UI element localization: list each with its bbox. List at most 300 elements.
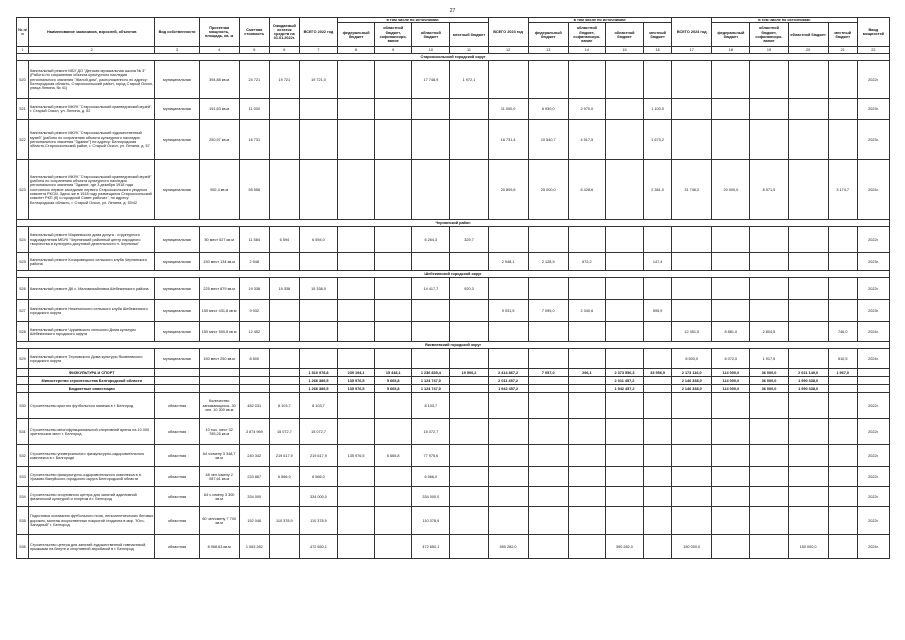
table-cell: 8 881,0: [712, 322, 750, 342]
object-name: Строительство крытого футбольного манежа в г. Белгород: [29, 393, 155, 419]
summary-row: [17, 377, 890, 385]
table-cell: 2022г.: [857, 419, 889, 445]
table-cell: [488, 487, 528, 507]
table-cell: [450, 377, 488, 385]
table-cell: 19 721,0: [299, 61, 337, 99]
table-cell: [450, 487, 488, 507]
object-name: Строительство физкультурно-оздоровительного комплекса в п. Уразово Валуйского городского округа Белгородской области: [29, 467, 155, 487]
table-cell: [299, 120, 337, 160]
table-cell: [338, 120, 375, 160]
object-name: Бюджетные инвестиции: [29, 385, 155, 393]
table-body: [17, 47, 890, 559]
table-cell: [528, 487, 568, 507]
table-cell: [712, 99, 750, 120]
table-cell: [199, 377, 239, 385]
table-cell: 19 338: [239, 278, 269, 300]
column-number: 9: [375, 47, 412, 54]
summary-row: [17, 385, 890, 393]
object-name: Капитальный ремонт МБУ ДО "Детская музыкальная школа № 3" (Работы по сохранению объекта культурного наследия регионального значения "Жилой дом", расположенного по адресу: Белгородская область, Старооскольский район, город Старый Оскол, улица Ленина, № 41): [29, 61, 155, 99]
table-cell: [750, 445, 788, 467]
table-cell: 135 976,5: [338, 377, 375, 385]
table-cell: [568, 322, 605, 342]
table-cell: [672, 61, 712, 99]
table-cell: [450, 419, 488, 445]
table-cell: [605, 507, 643, 535]
table-cell: 150 мест 250 кв.м: [199, 349, 239, 369]
table-cell: [788, 507, 828, 535]
table-cell: [375, 253, 412, 271]
table-cell: 20 809,6: [488, 160, 528, 220]
table-cell: [450, 322, 488, 342]
table-cell: 64 ч/смену 3 348,7 кв.м: [199, 445, 239, 467]
table-cell: 1 972,1: [450, 61, 488, 99]
table-cell: областная: [155, 487, 199, 507]
table-cell: [750, 227, 788, 253]
table-cell: [605, 419, 643, 445]
table-cell: 64 ч./смену 3 300 кв.м: [199, 487, 239, 507]
table-cell: 2022г.: [857, 61, 889, 99]
table-cell: 147,4: [644, 253, 672, 271]
table-cell: [338, 507, 375, 535]
table-cell: [450, 120, 488, 160]
table-cell: [338, 227, 375, 253]
section-row: [17, 220, 890, 227]
table-cell: [750, 99, 788, 120]
table-cell: 60 чел/смену 7 700 кв.м: [199, 507, 239, 535]
row-number: 528: [17, 322, 29, 342]
section-title: Чернянский район: [17, 220, 890, 227]
table-cell: [375, 120, 412, 160]
table-cell: 239 194,1: [338, 369, 375, 377]
table-cell: 394,88 кв.м: [199, 61, 239, 99]
table-cell: 2023г.: [857, 300, 889, 322]
table-cell: 219 617,9: [269, 445, 299, 467]
table-cell: [269, 535, 299, 559]
table-cell: [338, 99, 375, 120]
table-cell: [828, 507, 857, 535]
table-cell: [155, 369, 199, 377]
table-cell: [644, 393, 672, 419]
table-cell: 110 378,9: [412, 507, 450, 535]
table-cell: [269, 322, 299, 342]
table-cell: 1 063 282: [239, 535, 269, 559]
row-number: [17, 385, 29, 393]
table-cell: 296,1: [568, 369, 605, 377]
table-cell: муниципальная: [155, 253, 199, 271]
table-cell: 7 095,0: [528, 300, 568, 322]
table-row: [17, 445, 890, 467]
table-cell: 2022г.: [857, 467, 889, 487]
table-cell: 16 731: [239, 120, 269, 160]
table-cell: [375, 99, 412, 120]
table-cell: областная: [155, 445, 199, 467]
table-cell: [299, 160, 337, 220]
table-cell: [375, 507, 412, 535]
header-remaining: Ожидаемый остаток средств на 01.01.2022г.: [269, 18, 299, 47]
row-number: 521: [17, 99, 29, 120]
header-obl-co-2024: областной бюджет, софинансиро-вание: [750, 23, 788, 47]
table-cell: 2 173 116,0: [672, 369, 712, 377]
table-cell: [299, 99, 337, 120]
table-cell: [338, 300, 375, 322]
section-row: [17, 54, 890, 61]
column-number: 18: [712, 47, 750, 54]
table-row: [17, 393, 890, 419]
table-cell: 334 000,0: [412, 487, 450, 507]
header-est-cost: Сметная стоимость: [239, 18, 269, 47]
table-cell: [375, 300, 412, 322]
table-cell: 110 378,9: [299, 507, 337, 535]
table-cell: [672, 227, 712, 253]
table-cell: [644, 445, 672, 467]
table-cell: муниципальная: [155, 120, 199, 160]
table-cell: 1 266 389,5: [299, 385, 337, 393]
table-cell: [375, 349, 412, 369]
column-number: 6: [269, 47, 299, 54]
table-cell: [605, 322, 643, 342]
table-cell: [528, 467, 568, 487]
table-cell: [857, 369, 889, 377]
table-cell: [712, 467, 750, 487]
table-cell: 6 566,0: [412, 467, 450, 487]
row-number: 531: [17, 419, 29, 445]
table-cell: [644, 507, 672, 535]
table-cell: [528, 377, 568, 385]
table-cell: [375, 419, 412, 445]
table-cell: 2 340,6: [568, 300, 605, 322]
table-cell: [568, 61, 605, 99]
table-cell: 2 948: [239, 253, 269, 271]
table-cell: [488, 467, 528, 487]
table-cell: [375, 322, 412, 342]
table-cell: 2022г.: [857, 227, 889, 253]
header-fed-2022: федеральный бюджет: [338, 23, 375, 47]
row-number: 529: [17, 349, 29, 369]
table-cell: [269, 369, 299, 377]
table-cell: [644, 349, 672, 369]
table-cell: [299, 322, 337, 342]
table-cell: [644, 535, 672, 559]
table-cell: [299, 349, 337, 369]
table-cell: [450, 535, 488, 559]
table-cell: муниципальная: [155, 322, 199, 342]
header-total-2023: ВСЕГО 2023 год: [488, 18, 528, 47]
table-cell: [528, 385, 568, 393]
table-cell: 15 072,7: [299, 419, 337, 445]
table-cell: 2024г.: [857, 349, 889, 369]
table-cell: 150 мест 590,5 кв.м: [199, 322, 239, 342]
table-row: [17, 467, 890, 487]
table-cell: [568, 385, 605, 393]
table-cell: 17 748,9: [412, 61, 450, 99]
table-cell: 8 571,5: [750, 160, 788, 220]
table-cell: 1 990 338,0: [788, 385, 828, 393]
table-cell: [528, 349, 568, 369]
table-cell: [412, 300, 450, 322]
table-cell: [672, 120, 712, 160]
table-cell: 8 103,7: [299, 393, 337, 419]
table-cell: 2 140 338,0: [672, 377, 712, 385]
table-cell: [672, 467, 712, 487]
table-cell: 240 342: [239, 445, 269, 467]
table-cell: [712, 507, 750, 535]
table-cell: [338, 322, 375, 342]
table-cell: [299, 300, 337, 322]
table-cell: 2023г.: [857, 120, 889, 160]
table-cell: [375, 227, 412, 253]
column-number-row: [17, 47, 890, 54]
table-cell: [375, 535, 412, 559]
table-cell: [450, 300, 488, 322]
table-cell: [528, 507, 568, 535]
table-cell: [375, 467, 412, 487]
object-name: Подготовка основания футбольного поля, легкоатлетических беговых дорожек, монтаж искусственных покрытий стадиона в мкр. "Юго-Западный" г. Белгород: [29, 507, 155, 535]
table-cell: [672, 300, 712, 322]
table-cell: [375, 487, 412, 507]
table-cell: 219 617,9: [299, 445, 337, 467]
object-name: Министерство строительства Белгородской области: [29, 377, 155, 385]
table-cell: 6 072,0: [712, 349, 750, 369]
summary-row: [17, 369, 890, 377]
table-cell: 6 594: [269, 227, 299, 253]
section-row: [17, 342, 890, 349]
table-cell: 150 000,0: [788, 535, 828, 559]
table-row: [17, 61, 890, 99]
object-name: Строительство центра для занятий художественной гимнастикой, прыжками на батуте и спортивной аэробикой в г. Белгород: [29, 535, 155, 559]
table-cell: [828, 535, 857, 559]
table-cell: 1 942 457,2: [605, 385, 643, 393]
table-cell: [450, 393, 488, 419]
table-cell: [450, 385, 488, 393]
object-name: ФИЗКУЛЬТУРА И СПОРТ: [29, 369, 155, 377]
column-number: 14: [568, 47, 605, 54]
table-cell: [605, 445, 643, 467]
table-cell: 472 650,1: [412, 535, 450, 559]
table-cell: [338, 467, 375, 487]
page-number: 27: [449, 8, 456, 14]
table-cell: 6 594,0: [299, 227, 337, 253]
table-cell: [568, 349, 605, 369]
table-cell: [644, 385, 672, 393]
table-cell: [528, 61, 568, 99]
table-row: [17, 535, 890, 559]
table-row: [17, 227, 890, 253]
table-cell: [788, 61, 828, 99]
table-cell: 15 338: [269, 278, 299, 300]
header-fed-2023: федеральный бюджет: [528, 23, 568, 47]
column-number: 11: [450, 47, 488, 54]
table-cell: 12 452: [239, 322, 269, 342]
table-cell: [828, 385, 857, 393]
table-cell: [269, 377, 299, 385]
table-row: [17, 487, 890, 507]
table-cell: [568, 278, 605, 300]
table-cell: [672, 253, 712, 271]
row-number: 530: [17, 393, 29, 419]
table-cell: 6 428,6: [568, 160, 605, 220]
table-cell: 191,63 кв.м: [199, 99, 239, 120]
table-cell: [644, 377, 672, 385]
header-obl-2024: областной бюджет: [788, 23, 828, 47]
table-cell: 50 мест 527 кв.м: [199, 227, 239, 253]
table-cell: областная: [155, 393, 199, 419]
table-cell: [199, 369, 239, 377]
table-cell: 672,2: [568, 253, 605, 271]
table-cell: [712, 253, 750, 271]
table-cell: 31 746,2: [672, 160, 712, 220]
column-number: 2: [29, 47, 155, 54]
table-cell: [412, 349, 450, 369]
header-name: Наименование заказчиков, взрослей, объектов: [29, 18, 155, 47]
table-cell: [605, 467, 643, 487]
table-cell: [338, 487, 375, 507]
table-cell: [488, 507, 528, 535]
table-cell: 114 000,0: [712, 377, 750, 385]
object-name: Капитальный ремонт Нежеголского сельского клуба Шебекинского городского округа: [29, 300, 155, 322]
table-cell: [644, 487, 672, 507]
header-loc-2024: местный бюджет: [828, 23, 857, 47]
table-cell: [605, 278, 643, 300]
table-cell: [828, 300, 857, 322]
table-cell: [269, 300, 299, 322]
table-cell: [269, 487, 299, 507]
table-cell: 19 721: [269, 61, 299, 99]
column-number: 15: [605, 47, 643, 54]
table-cell: [412, 120, 450, 160]
table-cell: [788, 160, 828, 220]
table-cell: [450, 349, 488, 369]
table-cell: 14 417,7: [412, 278, 450, 300]
table-cell: 12 451,5: [672, 322, 712, 342]
table-cell: 250,97 кв.м: [199, 120, 239, 160]
table-cell: 1 990 338,0: [788, 377, 828, 385]
object-name: Капитальный ремонт Мариевского дома досуга - структурного подразделения МБУК "Чернянский районный центр народного творчества и культурно-досуговой деятельности п. Чернянка": [29, 227, 155, 253]
row-number: 522: [17, 120, 29, 160]
table-cell: 390 282,0: [605, 535, 643, 559]
table-cell: [750, 507, 788, 535]
table-row: [17, 300, 890, 322]
table-cell: 510,5: [828, 349, 857, 369]
object-name: Капитальный ремонт МКУК "Старооскольский краеведческий музей" (работы по сохранению объекта культурного наследия регионального значения "Здание, где 3 декабря 1918 года состоялось первое заседание первого Старооскольского уездного комитета РКСМ. Здесь же в 1918 году размещался Старооскольский комитет РКП (б) и городской Совет рабочих", по адресу: Белгородская область, г. Старый Оскол, ул. Ленина, д. 50/42: [29, 160, 155, 220]
table-cell: 6 566,0: [269, 467, 299, 487]
table-cell: [450, 99, 488, 120]
table-cell: 9 931,5: [488, 300, 528, 322]
table-cell: 15 448,1: [375, 369, 412, 377]
table-cell: 2 011 457,2: [488, 377, 528, 385]
table-cell: 10 тыс. мест 32 785,26 кв.м: [199, 419, 239, 445]
table-cell: 233 867: [239, 467, 269, 487]
column-number: 8: [338, 47, 375, 54]
table-cell: 20 000,0: [712, 160, 750, 220]
table-cell: [528, 227, 568, 253]
table-cell: [750, 61, 788, 99]
table-cell: [788, 120, 828, 160]
table-cell: [672, 487, 712, 507]
header-total-2022: ВСЕГО 2022 год: [299, 18, 337, 47]
row-number: 532: [17, 445, 29, 467]
table-cell: [155, 377, 199, 385]
table-cell: 16 731,4: [488, 120, 528, 160]
row-number: 520: [17, 61, 29, 99]
header-capacity: Проектная мощность, площадь, кв. м: [199, 18, 239, 47]
table-cell: 590 282,0: [488, 535, 528, 559]
table-cell: 2023г.: [857, 99, 889, 120]
header-obl-2022: областной бюджет: [412, 23, 450, 47]
table-cell: [568, 227, 605, 253]
table-cell: [672, 507, 712, 535]
table-row: [17, 99, 890, 120]
table-cell: муниципальная: [155, 61, 199, 99]
table-cell: [644, 322, 672, 342]
row-number: [17, 369, 29, 377]
table-cell: 24 721: [239, 61, 269, 99]
table-row: [17, 419, 890, 445]
table-cell: [788, 419, 828, 445]
table-cell: [568, 393, 605, 419]
table-cell: 55 556: [239, 160, 269, 220]
table-cell: муниципальная: [155, 278, 199, 300]
table-row: [17, 253, 890, 271]
table-cell: 746,0: [828, 322, 857, 342]
table-cell: [788, 349, 828, 369]
table-cell: 135 976,5: [338, 385, 375, 393]
table-cell: областная: [155, 467, 199, 487]
row-number: 535: [17, 507, 29, 535]
object-name: Капитальный ремонт МКУК "Старооскольский краеведческий музей", г. Старый Оскол, ул. Ленина, д. 52: [29, 99, 155, 120]
table-cell: [338, 160, 375, 220]
table-cell: [828, 377, 857, 385]
table-cell: [788, 393, 828, 419]
table-cell: 6 264,3: [412, 227, 450, 253]
table-cell: [828, 467, 857, 487]
table-cell: 25 000,0: [528, 160, 568, 220]
table-cell: [568, 377, 605, 385]
table-cell: [712, 227, 750, 253]
column-number: 19: [750, 47, 788, 54]
table-cell: [239, 369, 269, 377]
table-cell: [412, 322, 450, 342]
table-cell: 152 046: [239, 507, 269, 535]
table-cell: [528, 419, 568, 445]
table-row: [17, 160, 890, 220]
table-cell: [605, 99, 643, 120]
table-cell: [788, 487, 828, 507]
table-cell: [750, 487, 788, 507]
table-cell: 2 373 556,3: [605, 369, 643, 377]
table-cell: [672, 99, 712, 120]
table-cell: [450, 445, 488, 467]
table-cell: [605, 61, 643, 99]
table-cell: 15 072,7: [269, 419, 299, 445]
table-cell: 1 942 457,2: [488, 385, 528, 393]
object-name: Капитальный ремонт Кочаровецкого сельского клуба Чернянского района: [29, 253, 155, 271]
table-cell: 225 мест 879 кв.м: [199, 278, 239, 300]
table-cell: 3 874 969: [239, 419, 269, 445]
table-cell: 150 мест 134 кв.м: [199, 253, 239, 271]
table-cell: областная: [155, 507, 199, 535]
table-cell: 15 072,7: [412, 419, 450, 445]
table-cell: [605, 487, 643, 507]
table-cell: 2022г.: [857, 487, 889, 507]
table-cell: [269, 120, 299, 160]
table-cell: [788, 445, 828, 467]
header-intro: Ввод мощностей: [857, 18, 889, 47]
table-cell: [750, 120, 788, 160]
table-cell: [712, 419, 750, 445]
table-cell: [568, 445, 605, 467]
table-cell: 482 031: [239, 393, 269, 419]
table-cell: [672, 419, 712, 445]
